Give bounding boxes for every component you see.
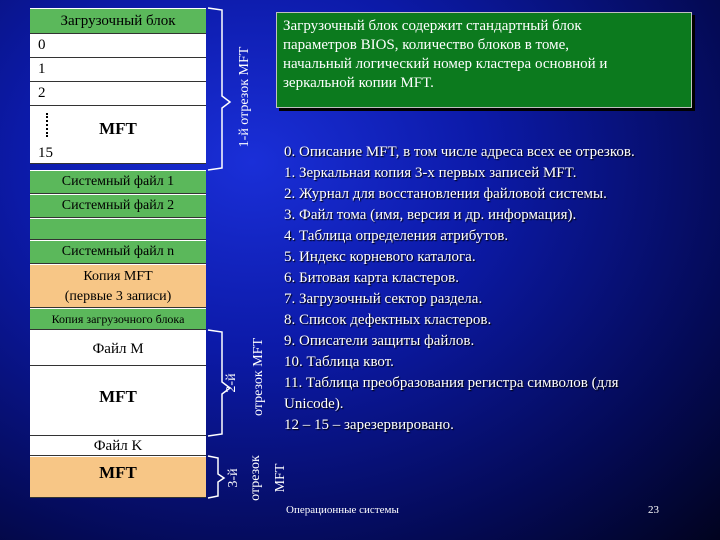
mft-label-2: MFT xyxy=(99,387,137,406)
file-k-label: Файл K xyxy=(93,438,143,454)
system-file-2-label: Системный файл 2 xyxy=(61,198,175,213)
list-item: 5. Индекс корневого каталога. xyxy=(284,249,476,265)
info-line-4: зеркальной копии MFT. xyxy=(283,75,434,91)
list-item: 11. Таблица преобразования регистра символов (для xyxy=(284,375,619,391)
list-item: 7. Загрузочный сектор раздела. xyxy=(284,291,483,307)
boot-block-title: Загрузочный блок xyxy=(60,13,176,29)
segment-3-label-b: отрезок xyxy=(248,455,263,501)
file-m-label: Файл M xyxy=(92,341,144,357)
list-item: 0. Описание MFT, в том числе адреса всех ее отрезков. xyxy=(284,144,635,160)
system-file-n-label: Системный файл n xyxy=(61,244,175,259)
mft-label-3: MFT xyxy=(99,463,137,482)
list-item: 8. Список дефектных кластеров. xyxy=(284,312,492,328)
segment-3-label-a: 3-й xyxy=(226,468,241,488)
list-item: 9. Описатели защиты файлов. xyxy=(284,333,475,349)
list-item: 3. Файл тома (имя, версия и др. информация). xyxy=(284,207,577,223)
boot-number-1: 1 xyxy=(38,61,46,77)
mft-copy-line1: Копия MFT xyxy=(83,269,153,284)
info-line-3: начальный логический номер кластера основной и xyxy=(283,56,608,72)
list-item: 12 – 15 – зарезервировано. xyxy=(284,417,454,433)
list-item: 6. Битовая карта кластеров. xyxy=(284,270,459,286)
list-item: 1. Зеркальная копия 3-х первых записей MFT. xyxy=(284,165,577,181)
boot-copy-label: Копия загрузочного блока xyxy=(51,312,185,326)
boot-number-0: 0 xyxy=(38,37,46,53)
mft-copy-line2: (первые 3 записи) xyxy=(64,289,172,304)
segment-3-label-c: MFT xyxy=(273,463,288,493)
list-item: 4. Таблица определения атрибутов. xyxy=(284,228,509,244)
boot-number-15: 15 xyxy=(38,145,53,161)
bracket-segment-1 xyxy=(208,8,230,170)
list-item: Unicode). xyxy=(284,396,344,412)
list-item: 2. Журнал для восстановления файловой системы. xyxy=(284,186,607,202)
info-line-1: Загрузочный блок содержит стандартный блок xyxy=(283,18,582,34)
list-item: 10. Таблица квот. xyxy=(284,354,394,370)
boot-block-info-box xyxy=(276,12,692,108)
segment-2-label-a: 2-й xyxy=(224,373,239,393)
segment-2-label-b: отрезок MFT xyxy=(251,337,266,417)
mft-label-1: MFT xyxy=(99,119,137,138)
info-line-2: параметров BIOS, количество блоков в томе, xyxy=(283,37,570,53)
system-file-1-label: Системный файл 1 xyxy=(61,174,175,189)
segment-1-label: 1-й отрезок MFT xyxy=(237,46,252,148)
footer-page-number: 23 xyxy=(648,504,659,516)
boot-number-2: 2 xyxy=(38,85,46,101)
footer-course: Операционные системы xyxy=(286,504,399,516)
bracket-segment-3 xyxy=(208,456,224,498)
